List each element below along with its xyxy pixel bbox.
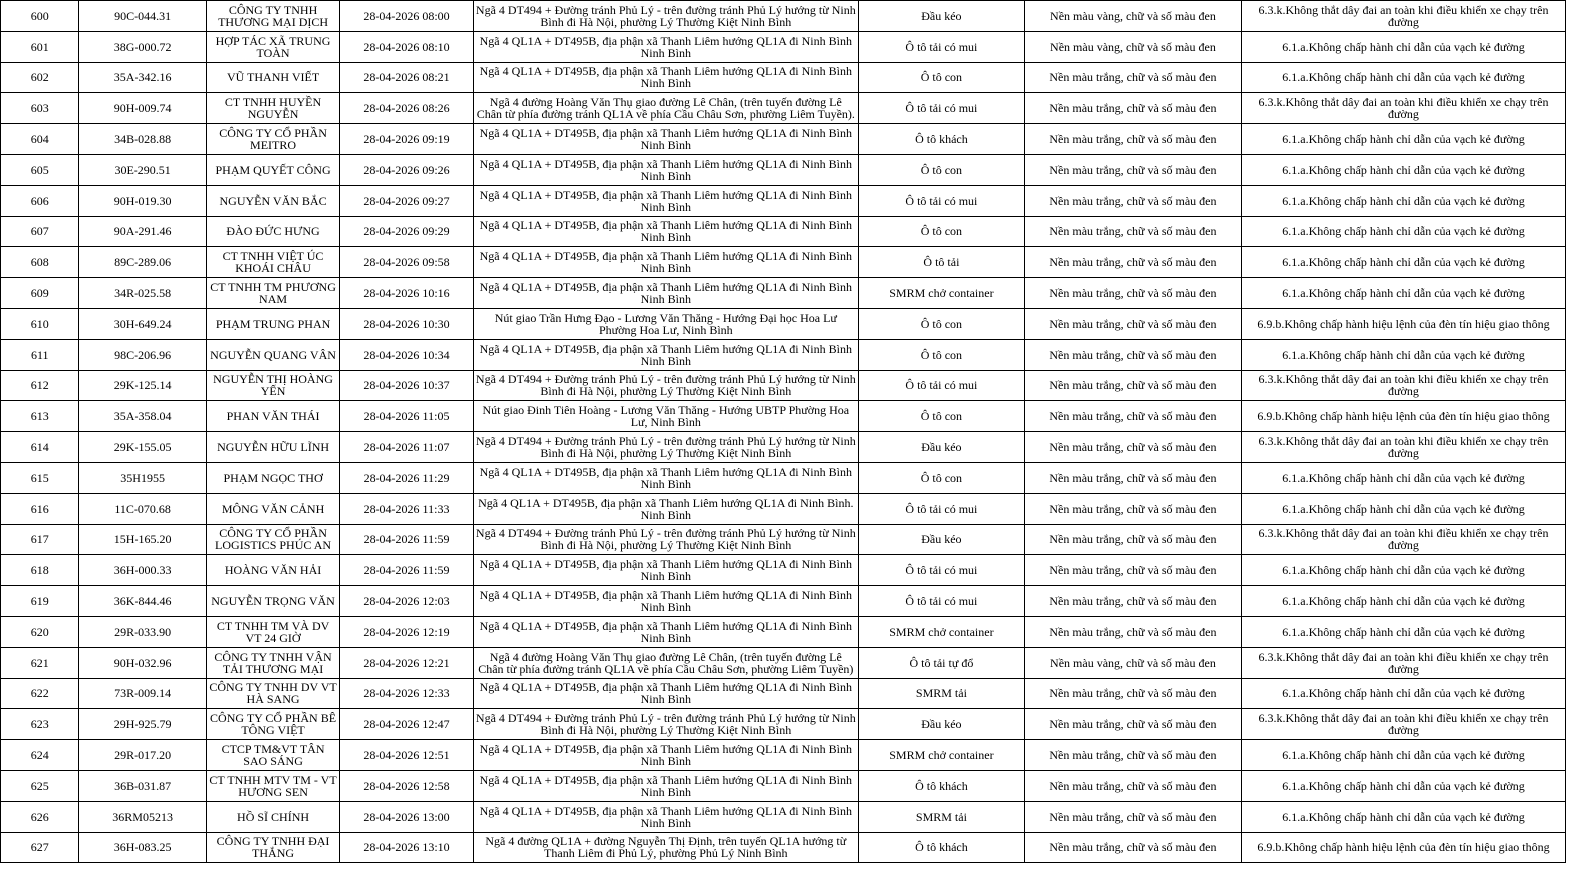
vehicle-type-cell: SMRM chở container: [858, 616, 1024, 647]
location-cell: Ngã 4 QL1A + DT495B, địa phận xã Thanh Liêm hướng QL1A đi Ninh Bình Ninh Bình: [473, 616, 858, 647]
vehicle-type-cell: SMRM tải: [858, 801, 1024, 832]
table-row: [1, 524, 1566, 555]
violation-time-cell: 28-04-2026 08:21: [340, 62, 473, 93]
plate-number-cell: 35A-342.16: [79, 62, 206, 93]
owner-name-cell: PHẠM QUYẾT CÔNG: [206, 154, 339, 185]
table-row: [1, 493, 1566, 524]
table-row: [1, 370, 1566, 401]
violation-cell: 6.3.k.Không thắt dây đai an toàn khi điều khiển xe chạy trên đường: [1241, 1, 1565, 32]
vehicle-type-cell: Đầu kéo: [858, 524, 1024, 555]
table-row: [1, 247, 1566, 278]
location-cell: Ngã 4 QL1A + DT495B, địa phận xã Thanh Liêm hướng QL1A đi Ninh Bình Ninh Bình: [473, 278, 858, 309]
violation-time-cell: 28-04-2026 11:29: [340, 462, 473, 493]
location-cell: Ngã 4 QL1A + DT495B, địa phận xã Thanh Liêm hướng QL1A đi Ninh Bình Ninh Bình: [473, 124, 858, 155]
location-cell: Ngã 4 QL1A + DT495B, địa phận xã Thanh Liêm hướng QL1A đi Ninh Bình Ninh Bình: [473, 216, 858, 247]
vehicle-type-cell: Đầu kéo: [858, 1, 1024, 32]
plate-color-cell: Nền màu trắng, chữ và số màu đen: [1024, 801, 1241, 832]
violation-cell: 6.1.a.Không chấp hành chỉ dẫn của vạch kẻ đường: [1241, 740, 1565, 771]
owner-name-cell: HỢP TÁC XÃ TRUNG TOÀN: [206, 31, 339, 62]
plate-color-cell: Nền màu trắng, chữ và số màu đen: [1024, 462, 1241, 493]
violation-time-cell: 28-04-2026 09:29: [340, 216, 473, 247]
violation-time-cell: 28-04-2026 12:58: [340, 770, 473, 801]
row-number-cell: 606: [1, 185, 79, 216]
owner-name-cell: HỒ SĨ CHÍNH: [206, 801, 339, 832]
row-number-cell: 614: [1, 432, 79, 463]
vehicle-type-cell: Ô tô con: [858, 339, 1024, 370]
owner-name-cell: CT TNHH VIỆT ÚC KHOÁI CHÂU: [206, 247, 339, 278]
row-number-cell: 600: [1, 1, 79, 32]
violation-time-cell: 28-04-2026 12:33: [340, 678, 473, 709]
location-cell: Ngã 4 QL1A + DT495B, địa phận xã Thanh Liêm hướng QL1A đi Ninh Bình Ninh Bình: [473, 62, 858, 93]
vehicle-type-cell: Ô tô tải có mui: [858, 370, 1024, 401]
owner-name-cell: NGUYỄN VĂN BẮC: [206, 185, 339, 216]
plate-number-cell: 30H-649.24: [79, 308, 206, 339]
location-cell: Ngã 4 DT494 + Đường tránh Phủ Lý - trên đường tránh Phủ Lý hướng từ Ninh Bình đi Hà Nội, phường Lý Thường Kiệt Ninh Bình: [473, 709, 858, 740]
violation-time-cell: 28-04-2026 12:19: [340, 616, 473, 647]
plate-number-cell: 90A-291.46: [79, 216, 206, 247]
plate-color-cell: Nền màu trắng, chữ và số màu đen: [1024, 432, 1241, 463]
plate-number-cell: 36H-083.25: [79, 832, 206, 863]
location-cell: Ngã 4 QL1A + DT495B, địa phận xã Thanh Liêm hướng QL1A đi Ninh Bình Ninh Bình: [473, 31, 858, 62]
vehicle-type-cell: Ô tô khách: [858, 770, 1024, 801]
table-row: [1, 1, 1566, 32]
plate-number-cell: 29R-033.90: [79, 616, 206, 647]
violation-time-cell: 28-04-2026 09:27: [340, 185, 473, 216]
plate-color-cell: Nền màu trắng, chữ và số màu đen: [1024, 709, 1241, 740]
plate-number-cell: 90H-032.96: [79, 647, 206, 678]
violation-time-cell: 28-04-2026 10:37: [340, 370, 473, 401]
owner-name-cell: NGUYỄN THỊ HOÀNG YẾN: [206, 370, 339, 401]
violation-cell: 6.3.k.Không thắt dây đai an toàn khi điều khiển xe chạy trên đường: [1241, 709, 1565, 740]
violation-cell: 6.1.a.Không chấp hành chỉ dẫn của vạch kẻ đường: [1241, 185, 1565, 216]
plate-number-cell: 29K-155.05: [79, 432, 206, 463]
plate-color-cell: Nền màu trắng, chữ và số màu đen: [1024, 401, 1241, 432]
plate-number-cell: 34R-025.58: [79, 278, 206, 309]
row-number-cell: 624: [1, 740, 79, 771]
row-number-cell: 626: [1, 801, 79, 832]
row-number-cell: 609: [1, 278, 79, 309]
plate-number-cell: 36RM05213: [79, 801, 206, 832]
plate-color-cell: Nền màu trắng, chữ và số màu đen: [1024, 370, 1241, 401]
plate-color-cell: Nền màu trắng, chữ và số màu đen: [1024, 586, 1241, 617]
violation-cell: 6.1.a.Không chấp hành chỉ dẫn của vạch kẻ đường: [1241, 62, 1565, 93]
plate-number-cell: 34B-028.88: [79, 124, 206, 155]
row-number-cell: 604: [1, 124, 79, 155]
owner-name-cell: PHAN VĂN THÁI: [206, 401, 339, 432]
plate-number-cell: 29H-925.79: [79, 709, 206, 740]
vehicle-type-cell: Ô tô khách: [858, 832, 1024, 863]
table-row: [1, 555, 1566, 586]
row-number-cell: 610: [1, 308, 79, 339]
table-row: [1, 586, 1566, 617]
plate-number-cell: 36H-000.33: [79, 555, 206, 586]
row-number-cell: 622: [1, 678, 79, 709]
plate-number-cell: 73R-009.14: [79, 678, 206, 709]
violation-time-cell: 28-04-2026 11:59: [340, 524, 473, 555]
owner-name-cell: CÔNG TY TNHH DV VT HÀ SANG: [206, 678, 339, 709]
violation-time-cell: 28-04-2026 08:00: [340, 1, 473, 32]
vehicle-type-cell: Ô tô con: [858, 216, 1024, 247]
vehicle-type-cell: Ô tô con: [858, 308, 1024, 339]
violation-cell: 6.1.a.Không chấp hành chỉ dẫn của vạch kẻ đường: [1241, 586, 1565, 617]
violation-time-cell: 28-04-2026 13:00: [340, 801, 473, 832]
violation-time-cell: 28-04-2026 11:33: [340, 493, 473, 524]
table-row: [1, 216, 1566, 247]
violation-time-cell: 28-04-2026 08:26: [340, 93, 473, 124]
vehicle-type-cell: Ô tô tải có mui: [858, 185, 1024, 216]
violation-time-cell: 28-04-2026 12:21: [340, 647, 473, 678]
vehicle-type-cell: Ô tô tải có mui: [858, 586, 1024, 617]
row-number-cell: 617: [1, 524, 79, 555]
location-cell: Nút giao Đinh Tiên Hoàng - Lương Văn Thăng - Hướng UBTP Phường Hoa Lư, Ninh Bình: [473, 401, 858, 432]
location-cell: Ngã 4 QL1A + DT495B, địa phận xã Thanh Liêm hướng QL1A đi Ninh Bình Ninh Bình: [473, 555, 858, 586]
plate-number-cell: 90C-044.31: [79, 1, 206, 32]
row-number-cell: 616: [1, 493, 79, 524]
vehicle-type-cell: Ô tô tải có mui: [858, 493, 1024, 524]
row-number-cell: 618: [1, 555, 79, 586]
vehicle-type-cell: Ô tô tải: [858, 247, 1024, 278]
violation-cell: 6.1.a.Không chấp hành chỉ dẫn của vạch kẻ đường: [1241, 462, 1565, 493]
violation-time-cell: 28-04-2026 12:47: [340, 709, 473, 740]
plate-color-cell: Nền màu trắng, chữ và số màu đen: [1024, 339, 1241, 370]
row-number-cell: 605: [1, 154, 79, 185]
table-row: [1, 616, 1566, 647]
owner-name-cell: CÔNG TY CỔ PHẦN LOGISTICS PHÚC AN: [206, 524, 339, 555]
row-number-cell: 623: [1, 709, 79, 740]
owner-name-cell: PHẠM NGỌC THƠ: [206, 462, 339, 493]
plate-color-cell: Nền màu trắng, chữ và số màu đen: [1024, 247, 1241, 278]
plate-number-cell: 90H-009.74: [79, 93, 206, 124]
violation-time-cell: 28-04-2026 10:30: [340, 308, 473, 339]
violation-cell: 6.9.b.Không chấp hành hiệu lệnh của đèn tín hiệu giao thông: [1241, 401, 1565, 432]
plate-color-cell: Nền màu vàng, chữ và số màu đen: [1024, 647, 1241, 678]
violation-time-cell: 28-04-2026 10:34: [340, 339, 473, 370]
table-row: [1, 832, 1566, 863]
violation-cell: 6.3.k.Không thắt dây đai an toàn khi điều khiển xe chạy trên đường: [1241, 370, 1565, 401]
table-row: [1, 678, 1566, 709]
owner-name-cell: ĐÀO ĐỨC HƯNG: [206, 216, 339, 247]
row-number-cell: 621: [1, 647, 79, 678]
plate-number-cell: 36K-844.46: [79, 586, 206, 617]
plate-color-cell: Nền màu trắng, chữ và số màu đen: [1024, 278, 1241, 309]
violation-cell: 6.1.a.Không chấp hành chỉ dẫn của vạch kẻ đường: [1241, 154, 1565, 185]
violation-cell: 6.1.a.Không chấp hành chỉ dẫn của vạch kẻ đường: [1241, 616, 1565, 647]
vehicle-type-cell: Đầu kéo: [858, 432, 1024, 463]
location-cell: Ngã 4 QL1A + DT495B, địa phận xã Thanh Liêm hướng QL1A đi Ninh Bình Ninh Bình: [473, 247, 858, 278]
violation-time-cell: 28-04-2026 11:59: [340, 555, 473, 586]
violation-time-cell: 28-04-2026 11:07: [340, 432, 473, 463]
location-cell: Ngã 4 đường Hoàng Văn Thụ giao đường Lê Chân, (trên tuyến đường Lê Chân từ phía đường tránh QL1A về phía Cầu Châu Sơn, phường Liêm Tuyền).: [473, 93, 858, 124]
vehicle-type-cell: SMRM tải: [858, 678, 1024, 709]
plate-number-cell: 29R-017.20: [79, 740, 206, 771]
vehicle-type-cell: Ô tô con: [858, 401, 1024, 432]
violation-cell: 6.1.a.Không chấp hành chỉ dẫn của vạch kẻ đường: [1241, 124, 1565, 155]
row-number-cell: 625: [1, 770, 79, 801]
owner-name-cell: CTCP TM&VT TÂN SAO SÁNG: [206, 740, 339, 771]
vehicle-type-cell: Ô tô con: [858, 62, 1024, 93]
owner-name-cell: NGUYỄN HỮU LĨNH: [206, 432, 339, 463]
table-row: [1, 709, 1566, 740]
plate-number-cell: 29K-125.14: [79, 370, 206, 401]
plate-number-cell: 98C-206.96: [79, 339, 206, 370]
location-cell: Ngã 4 DT494 + Đường tránh Phủ Lý - trên đường tránh Phủ Lý hướng từ Ninh Bình đi Hà Nội, phường Lý Thường Kiệt Ninh Bình: [473, 370, 858, 401]
violation-time-cell: 28-04-2026 12:03: [340, 586, 473, 617]
table-row: [1, 740, 1566, 771]
owner-name-cell: CT TNHH TM PHƯƠNG NAM: [206, 278, 339, 309]
violation-cell: 6.1.a.Không chấp hành chỉ dẫn của vạch kẻ đường: [1241, 678, 1565, 709]
row-number-cell: 627: [1, 832, 79, 863]
location-cell: Ngã 4 QL1A + DT495B, địa phận xã Thanh Liêm hướng QL1A đi Ninh Bình Ninh Bình: [473, 678, 858, 709]
vehicle-type-cell: SMRM chở container: [858, 278, 1024, 309]
location-cell: Ngã 4 QL1A + DT495B, địa phận xã Thanh Liêm hướng QL1A đi Ninh Bình Ninh Bình: [473, 154, 858, 185]
owner-name-cell: CT TNHH MTV TM - VT HƯƠNG SEN: [206, 770, 339, 801]
violation-time-cell: 28-04-2026 09:26: [340, 154, 473, 185]
plate-color-cell: Nền màu trắng, chữ và số màu đen: [1024, 154, 1241, 185]
plate-color-cell: Nền màu trắng, chữ và số màu đen: [1024, 93, 1241, 124]
violation-cell: 6.1.a.Không chấp hành chỉ dẫn của vạch kẻ đường: [1241, 216, 1565, 247]
table-row: [1, 93, 1566, 124]
plate-color-cell: Nền màu trắng, chữ và số màu đen: [1024, 185, 1241, 216]
vehicle-type-cell: Ô tô tải có mui: [858, 555, 1024, 586]
location-cell: Nút giao Trần Hưng Đạo - Lương Văn Thăng - Hướng Đại học Hoa Lư Phường Hoa Lư, Ninh Bình: [473, 308, 858, 339]
owner-name-cell: HOÀNG VĂN HẢI: [206, 555, 339, 586]
owner-name-cell: CÔNG TY TNHH VẬN TẢI THƯƠNG MẠI: [206, 647, 339, 678]
location-cell: Ngã 4 đường QL1A + đường Nguyễn Thị Định, trên tuyến QL1A hướng từ Thanh Liêm đi Phủ Lý, phường Phủ Lý Ninh Bình: [473, 832, 858, 863]
plate-color-cell: Nền màu trắng, chữ và số màu đen: [1024, 216, 1241, 247]
violation-time-cell: 28-04-2026 10:16: [340, 278, 473, 309]
owner-name-cell: CÔNG TY CỔ PHẦN MEITRO: [206, 124, 339, 155]
table-row: [1, 339, 1566, 370]
owner-name-cell: CÔNG TY TNHH THƯƠNG MẠI DỊCH: [206, 1, 339, 32]
plate-color-cell: Nền màu vàng, chữ và số màu đen: [1024, 31, 1241, 62]
violation-cell: 6.1.a.Không chấp hành chỉ dẫn của vạch kẻ đường: [1241, 493, 1565, 524]
owner-name-cell: VŨ THANH VIẾT: [206, 62, 339, 93]
violation-time-cell: 28-04-2026 08:10: [340, 31, 473, 62]
location-cell: Ngã 4 QL1A + DT495B, địa phận xã Thanh Liêm hướng QL1A đi Ninh Bình Ninh Bình: [473, 801, 858, 832]
violation-time-cell: 28-04-2026 11:05: [340, 401, 473, 432]
location-cell: Ngã 4 QL1A + DT495B, địa phận xã Thanh Liêm hướng QL1A đi Ninh Bình Ninh Bình: [473, 462, 858, 493]
owner-name-cell: NGUYỄN TRỌNG VĂN: [206, 586, 339, 617]
row-number-cell: 612: [1, 370, 79, 401]
violation-cell: 6.1.a.Không chấp hành chỉ dẫn của vạch kẻ đường: [1241, 339, 1565, 370]
owner-name-cell: CÔNG TY TNHH ĐẠI THẮNG: [206, 832, 339, 863]
plate-color-cell: Nền màu trắng, chữ và số màu đen: [1024, 524, 1241, 555]
plate-color-cell: Nền màu trắng, chữ và số màu đen: [1024, 832, 1241, 863]
row-number-cell: 603: [1, 93, 79, 124]
plate-color-cell: Nền màu trắng, chữ và số màu đen: [1024, 493, 1241, 524]
row-number-cell: 608: [1, 247, 79, 278]
violation-cell: 6.9.b.Không chấp hành hiệu lệnh của đèn tín hiệu giao thông: [1241, 308, 1565, 339]
table-row: [1, 31, 1566, 62]
plate-number-cell: 35H1955: [79, 462, 206, 493]
plate-color-cell: Nền màu trắng, chữ và số màu đen: [1024, 308, 1241, 339]
location-cell: Ngã 4 đường Hoàng Văn Thụ giao đường Lê Chân, (trên tuyến đường Lê Chân từ phía đường tránh QL1A về phía Cầu Châu Sơn, phường Liêm Tuyền): [473, 647, 858, 678]
violation-cell: 6.1.a.Không chấp hành chỉ dẫn của vạch kẻ đường: [1241, 247, 1565, 278]
location-cell: Ngã 4 QL1A + DT495B, địa phận xã Thanh Liêm hướng QL1A đi Ninh Bình Ninh Bình: [473, 586, 858, 617]
vehicle-type-cell: SMRM chở container: [858, 740, 1024, 771]
row-number-cell: 619: [1, 586, 79, 617]
vehicle-type-cell: Ô tô tải có mui: [858, 93, 1024, 124]
plate-color-cell: Nền màu trắng, chữ và số màu đen: [1024, 616, 1241, 647]
vehicle-type-cell: Ô tô tải tự đổ: [858, 647, 1024, 678]
row-number-cell: 620: [1, 616, 79, 647]
plate-number-cell: 15H-165.20: [79, 524, 206, 555]
violation-cell: 6.3.k.Không thắt dây đai an toàn khi điều khiển xe chạy trên đường: [1241, 524, 1565, 555]
violation-cell: 6.1.a.Không chấp hành chỉ dẫn của vạch kẻ đường: [1241, 770, 1565, 801]
row-number-cell: 613: [1, 401, 79, 432]
vehicle-type-cell: Ô tô tải có mui: [858, 31, 1024, 62]
violation-cell: 6.1.a.Không chấp hành chỉ dẫn của vạch kẻ đường: [1241, 801, 1565, 832]
plate-number-cell: 38G-000.72: [79, 31, 206, 62]
plate-color-cell: Nền màu trắng, chữ và số màu đen: [1024, 770, 1241, 801]
violation-cell: 6.3.k.Không thắt dây đai an toàn khi điều khiển xe chạy trên đường: [1241, 432, 1565, 463]
violation-cell: 6.1.a.Không chấp hành chỉ dẫn của vạch kẻ đường: [1241, 555, 1565, 586]
row-number-cell: 611: [1, 339, 79, 370]
row-number-cell: 615: [1, 462, 79, 493]
owner-name-cell: PHẠM TRUNG PHAN: [206, 308, 339, 339]
violation-time-cell: 28-04-2026 13:10: [340, 832, 473, 863]
location-cell: Ngã 4 QL1A + DT495B, địa phận xã Thanh Liêm hướng QL1A đi Ninh Bình Ninh Bình: [473, 770, 858, 801]
vehicle-type-cell: Ô tô con: [858, 154, 1024, 185]
plate-color-cell: Nền màu trắng, chữ và số màu đen: [1024, 124, 1241, 155]
row-number-cell: 602: [1, 62, 79, 93]
vehicle-type-cell: Ô tô khách: [858, 124, 1024, 155]
violation-cell: 6.1.a.Không chấp hành chỉ dẫn của vạch kẻ đường: [1241, 31, 1565, 62]
plate-number-cell: 89C-289.06: [79, 247, 206, 278]
table-row: [1, 185, 1566, 216]
violation-cell: 6.3.k.Không thắt dây đai an toàn khi điều khiển xe chạy trên đường: [1241, 647, 1565, 678]
table-row: [1, 401, 1566, 432]
location-cell: Ngã 4 QL1A + DT495B, địa phận xã Thanh Liêm hướng QL1A đi Ninh Bình Ninh Bình: [473, 185, 858, 216]
row-number-cell: 607: [1, 216, 79, 247]
violation-cell: 6.3.k.Không thắt dây đai an toàn khi điều khiển xe chạy trên đường: [1241, 93, 1565, 124]
plate-color-cell: Nền màu trắng, chữ và số màu đen: [1024, 678, 1241, 709]
row-number-cell: 601: [1, 31, 79, 62]
table-row: [1, 801, 1566, 832]
location-cell: Ngã 4 DT494 + Đường tránh Phủ Lý - trên đường tránh Phủ Lý hướng từ Ninh Bình đi Hà Nội, phường Lý Thường Kiệt Ninh Bình: [473, 1, 858, 32]
violation-time-cell: 28-04-2026 09:58: [340, 247, 473, 278]
plate-color-cell: Nền màu trắng, chữ và số màu đen: [1024, 740, 1241, 771]
plate-number-cell: 36B-031.87: [79, 770, 206, 801]
plate-color-cell: Nền màu trắng, chữ và số màu đen: [1024, 62, 1241, 93]
location-cell: Ngã 4 QL1A + DT495B, địa phận xã Thanh Liêm hướng QL1A đi Ninh Bình Ninh Bình: [473, 740, 858, 771]
violation-cell: 6.1.a.Không chấp hành chỉ dẫn của vạch kẻ đường: [1241, 278, 1565, 309]
plate-number-cell: 90H-019.30: [79, 185, 206, 216]
violations-table-body: [1, 1, 1566, 863]
plate-color-cell: Nền màu vàng, chữ và số màu đen: [1024, 1, 1241, 32]
table-row: [1, 462, 1566, 493]
violation-time-cell: 28-04-2026 12:51: [340, 740, 473, 771]
location-cell: Ngã 4 QL1A + DT495B, địa phận xã Thanh Liêm hướng QL1A đi Ninh Bình. Ninh Bình: [473, 493, 858, 524]
table-row: [1, 647, 1566, 678]
location-cell: Ngã 4 DT494 + Đường tránh Phủ Lý - trên đường tránh Phủ Lý hướng từ Ninh Bình đi Hà Nội, phường Lý Thường Kiệt Ninh Bình: [473, 524, 858, 555]
table-row: [1, 432, 1566, 463]
table-row: [1, 308, 1566, 339]
table-row: [1, 770, 1566, 801]
table-row: [1, 154, 1566, 185]
owner-name-cell: MÔNG VĂN CẢNH: [206, 493, 339, 524]
plate-color-cell: Nền màu trắng, chữ và số màu đen: [1024, 555, 1241, 586]
owner-name-cell: CT TNHH TM VÀ DV VT 24 GIỜ: [206, 616, 339, 647]
owner-name-cell: CÔNG TY CỔ PHẦN BÊ TÔNG VIỆT: [206, 709, 339, 740]
location-cell: Ngã 4 QL1A + DT495B, địa phận xã Thanh Liêm hướng QL1A đi Ninh Bình Ninh Bình: [473, 339, 858, 370]
owner-name-cell: CT TNHH HUYỀN NGUYỄN: [206, 93, 339, 124]
table-row: [1, 278, 1566, 309]
table-row: [1, 124, 1566, 155]
plate-number-cell: 11C-070.68: [79, 493, 206, 524]
vehicle-type-cell: Đầu kéo: [858, 709, 1024, 740]
plate-number-cell: 30E-290.51: [79, 154, 206, 185]
table-row: [1, 62, 1566, 93]
location-cell: Ngã 4 DT494 + Đường tránh Phủ Lý - trên đường tránh Phủ Lý hướng từ Ninh Bình đi Hà Nội, phường Lý Thường Kiệt Ninh Bình: [473, 432, 858, 463]
violation-time-cell: 28-04-2026 09:19: [340, 124, 473, 155]
vehicle-type-cell: Ô tô con: [858, 462, 1024, 493]
violation-cell: 6.9.b.Không chấp hành hiệu lệnh của đèn tín hiệu giao thông: [1241, 832, 1565, 863]
owner-name-cell: NGUYỄN QUANG VÂN: [206, 339, 339, 370]
plate-number-cell: 35A-358.04: [79, 401, 206, 432]
